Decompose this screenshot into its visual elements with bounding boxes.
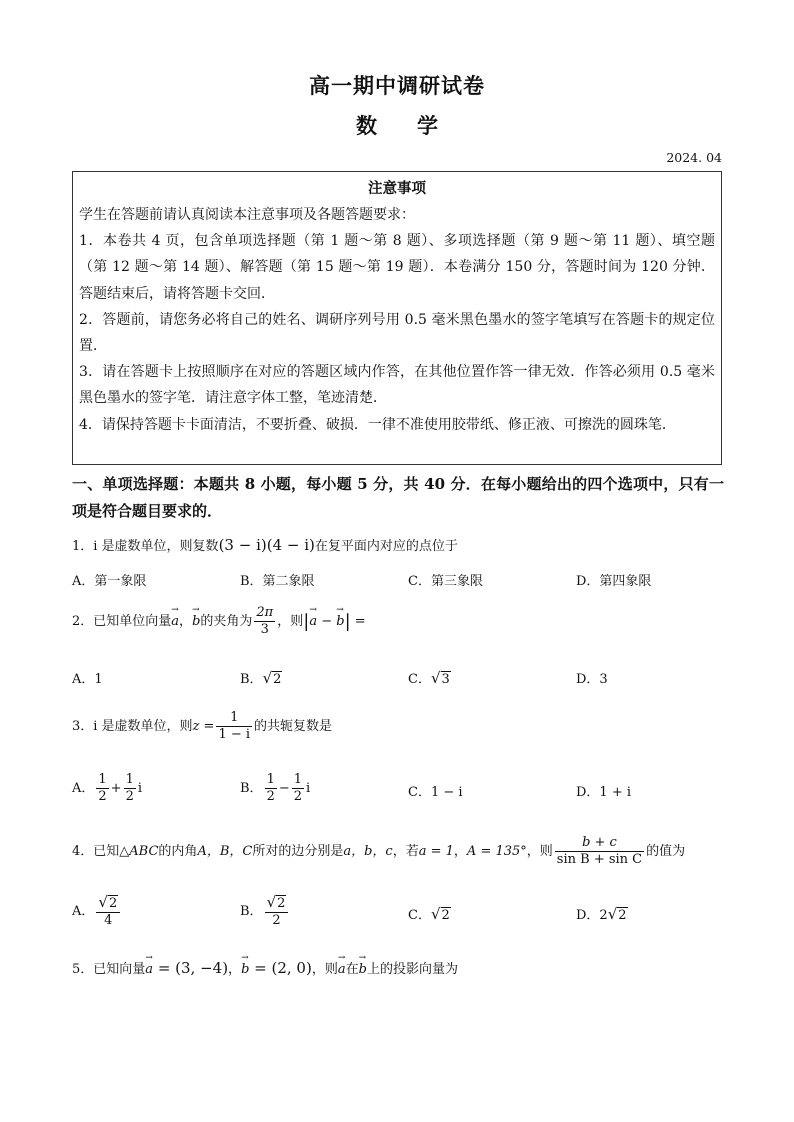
q5-suffix: 上的投影向量为	[366, 962, 458, 977]
vector-a: → a	[171, 614, 179, 629]
q4-cond1: a = 1	[418, 844, 454, 859]
sqrt-sign: √2	[266, 893, 286, 911]
q2-option-b[interactable]	[240, 668, 282, 687]
q5-then: ，则	[311, 962, 338, 977]
sqrt-sign: √2	[607, 905, 627, 923]
abs-bar-left: |	[303, 611, 310, 632]
q1-option-b[interactable]: B．第二象限	[240, 574, 315, 589]
q4-text3: ，若	[392, 844, 419, 859]
q3-suffix: 的共轭复数是	[254, 719, 333, 734]
q4-option-b[interactable]	[240, 894, 290, 929]
q4-option-d-value: 2	[618, 908, 627, 923]
vector-a: → a	[145, 962, 153, 977]
q3-b-n1: 1	[266, 772, 275, 787]
notice-item-3: 3．请在答题卡上按照顺序在对应的答题区域内作答，在其他位置作答一律无效．作答必须用 0.5 毫米黑色墨水的签字笔．请注意字体工整，笔迹清楚．	[79, 364, 715, 407]
notice-item-2: 2．答题前，请您务必将自己的姓名、调研序列号用 0.5 毫米黑色墨水的签字笔填写在答题卡的规定位置．	[79, 311, 715, 355]
q3-b-i: i	[306, 781, 311, 796]
q2-option-c-value: 3	[441, 672, 450, 687]
q2-sep: ，	[179, 614, 193, 629]
q4-then: ，则	[526, 844, 553, 859]
question-2	[72, 605, 366, 638]
notice-title: 注意事项	[368, 180, 426, 197]
q3-b-d2: 2	[293, 789, 303, 804]
q5-prefix: 5．已知向量	[72, 962, 146, 977]
q3-frac-den: 1 − i	[218, 727, 251, 742]
q4-option-a-label: A．	[72, 904, 95, 919]
exam-date: 2024. 04	[666, 150, 722, 165]
q1-option-a[interactable]: A．第一象限	[72, 574, 147, 589]
q3-a-i: i	[137, 781, 143, 796]
q4-option-d[interactable]	[576, 904, 628, 923]
q4-a-num: 2	[108, 896, 118, 911]
q2-option-c[interactable]	[408, 668, 451, 687]
q3-a-frac-1	[96, 772, 108, 805]
q3-a-d1: 2	[98, 789, 107, 804]
q2-then: ，则	[277, 614, 304, 629]
q1-option-d[interactable]: D．第四象限	[576, 574, 652, 589]
q3-option-c[interactable]: C．1 − i	[408, 785, 463, 800]
q3-a-frac-2	[124, 772, 136, 805]
q4-option-b-label: B．	[240, 904, 263, 919]
q4-a-fraction	[96, 894, 120, 929]
q2-prefix: 2．已知单位向量	[72, 614, 172, 629]
q4-option-c-label: C．	[408, 908, 431, 923]
vector-b-2: → b	[336, 614, 344, 629]
q2-option-c-label: C．	[408, 672, 431, 687]
sqrt-sign: √3	[430, 669, 450, 687]
q4-sides: a，b，c	[343, 844, 393, 859]
q4-fraction	[555, 835, 644, 868]
subject-char-1: 数	[356, 113, 377, 138]
q3-b-frac-1	[265, 772, 277, 805]
sqrt-sign: √2	[262, 669, 282, 687]
vector-b-2: → b	[359, 962, 367, 977]
q3-a-n1: 1	[98, 772, 107, 787]
q4-option-a[interactable]	[72, 894, 122, 929]
q3-b-frac-2	[292, 772, 304, 805]
q4-cond2: A = 135°	[466, 844, 527, 859]
q2-angle-fraction	[254, 605, 275, 638]
question-5	[72, 958, 458, 977]
q5-eq-a: = (3, −4)	[153, 959, 229, 977]
q4-b-num: 2	[277, 896, 286, 911]
q3-a-n2: 1	[125, 772, 134, 787]
q4-option-c[interactable]	[408, 904, 451, 923]
q3-option-a-label: A．	[72, 781, 95, 796]
section-heading: 一、单项选择题：本题共 8 小题，每小题 5 分，共 40 分．在每小题给出的四个选项中，只有一项是符合题目要求的．	[72, 475, 724, 520]
q3-frac-num: 1	[216, 710, 252, 727]
q2-option-b-value: 2	[273, 672, 282, 687]
q3-option-d[interactable]: D．1 + i	[576, 785, 632, 800]
sqrt-sign: √2	[98, 893, 118, 911]
q1-prefix: 1．i 是虚数单位，则复数	[72, 539, 219, 554]
question-4	[72, 835, 685, 868]
q5-eq-b: = (2, 0)	[249, 959, 312, 977]
sqrt-sign: √2	[430, 905, 450, 923]
q3-option-a[interactable]	[72, 772, 142, 805]
q3-prefix: 3．i 是虚数单位，则	[72, 719, 193, 734]
q5-on: 在	[345, 962, 359, 977]
q4-text2: 所对的边分别是	[252, 844, 344, 859]
q2-option-d[interactable]: D．3	[576, 672, 608, 687]
notice-intro: 学生在答题前请认真阅读本注意事项及各题答题要求：	[79, 207, 415, 223]
q2-frac-den: 3	[260, 622, 269, 637]
q4-text1: 的内角	[158, 844, 198, 859]
q2-eq: =	[350, 614, 366, 629]
q1-expr: (3 − i)(4 − i)	[218, 536, 315, 554]
q4-option-c-value: 2	[441, 908, 450, 923]
q4-frac-num: b + c	[555, 835, 644, 852]
subject-title	[0, 110, 794, 140]
q4-option-d-label: D．2	[576, 908, 608, 923]
q3-a-d2: 2	[125, 789, 134, 804]
q4-prefix: 4．已知△	[72, 844, 130, 859]
q3-option-b-label: B．	[240, 781, 263, 796]
q4-b-fraction	[265, 894, 289, 929]
page-title: 高一期中调研试卷	[309, 73, 485, 98]
vector-b: → b	[192, 614, 200, 629]
q2-mid: 的夹角为	[200, 614, 253, 629]
abs-bar-right: |	[344, 611, 351, 632]
subject-char-2: 学	[417, 113, 438, 138]
q4-frac-den: sin B + sin C	[556, 852, 643, 867]
q3-a-op: +	[110, 781, 122, 796]
q4-a-den: 4	[104, 913, 113, 928]
vector-a-2: → a	[338, 962, 346, 977]
q2-option-b-label: B．	[240, 672, 263, 687]
vector-a-2: → a	[309, 614, 317, 629]
notice-item-4: 4．请保持答题卡卡面清洁，不要折叠、破损．一律不准使用胶带纸、修正液、可擦洗的圆珠笔．	[79, 416, 676, 433]
q3-b-n2: 1	[293, 772, 303, 787]
vector-b: → b	[241, 962, 249, 977]
question-1	[72, 535, 458, 554]
q1-suffix: 在复平面内对应的点位于	[314, 539, 458, 554]
q2-frac-num: 2π	[256, 605, 274, 620]
notice-item-1: 1．本卷共 4 页，包含单项选择题（第 1 题～第 8 题）、多项选择题（第 9 题～第 11 题）、填空题（第 12 题～第 14 题）、解答题（第 15 题～第 19 题）．本卷满分 150 分，答题时间为 120 分钟．答题结束后，请将答题卡交回．	[79, 233, 715, 302]
q2-minus: −	[317, 614, 337, 629]
q3-option-b[interactable]	[240, 772, 310, 805]
q4-angles: A，B，C	[197, 844, 253, 859]
q2-option-a[interactable]: A．1	[72, 672, 103, 687]
q3-z-eq: z =	[192, 719, 215, 734]
question-3	[72, 710, 332, 743]
q1-option-c[interactable]: C．第三象限	[408, 574, 483, 589]
q3-fraction	[216, 710, 252, 743]
notice-box	[72, 171, 722, 465]
q4-b-den: 2	[272, 913, 281, 928]
q5-sep: ，	[228, 962, 242, 977]
q4-sep: ，	[453, 844, 467, 859]
q4-suffix: 的值为	[646, 844, 686, 859]
q3-b-op: −	[278, 781, 290, 796]
q4-abc: ABC	[129, 844, 159, 859]
q3-b-d1: 2	[266, 789, 275, 804]
